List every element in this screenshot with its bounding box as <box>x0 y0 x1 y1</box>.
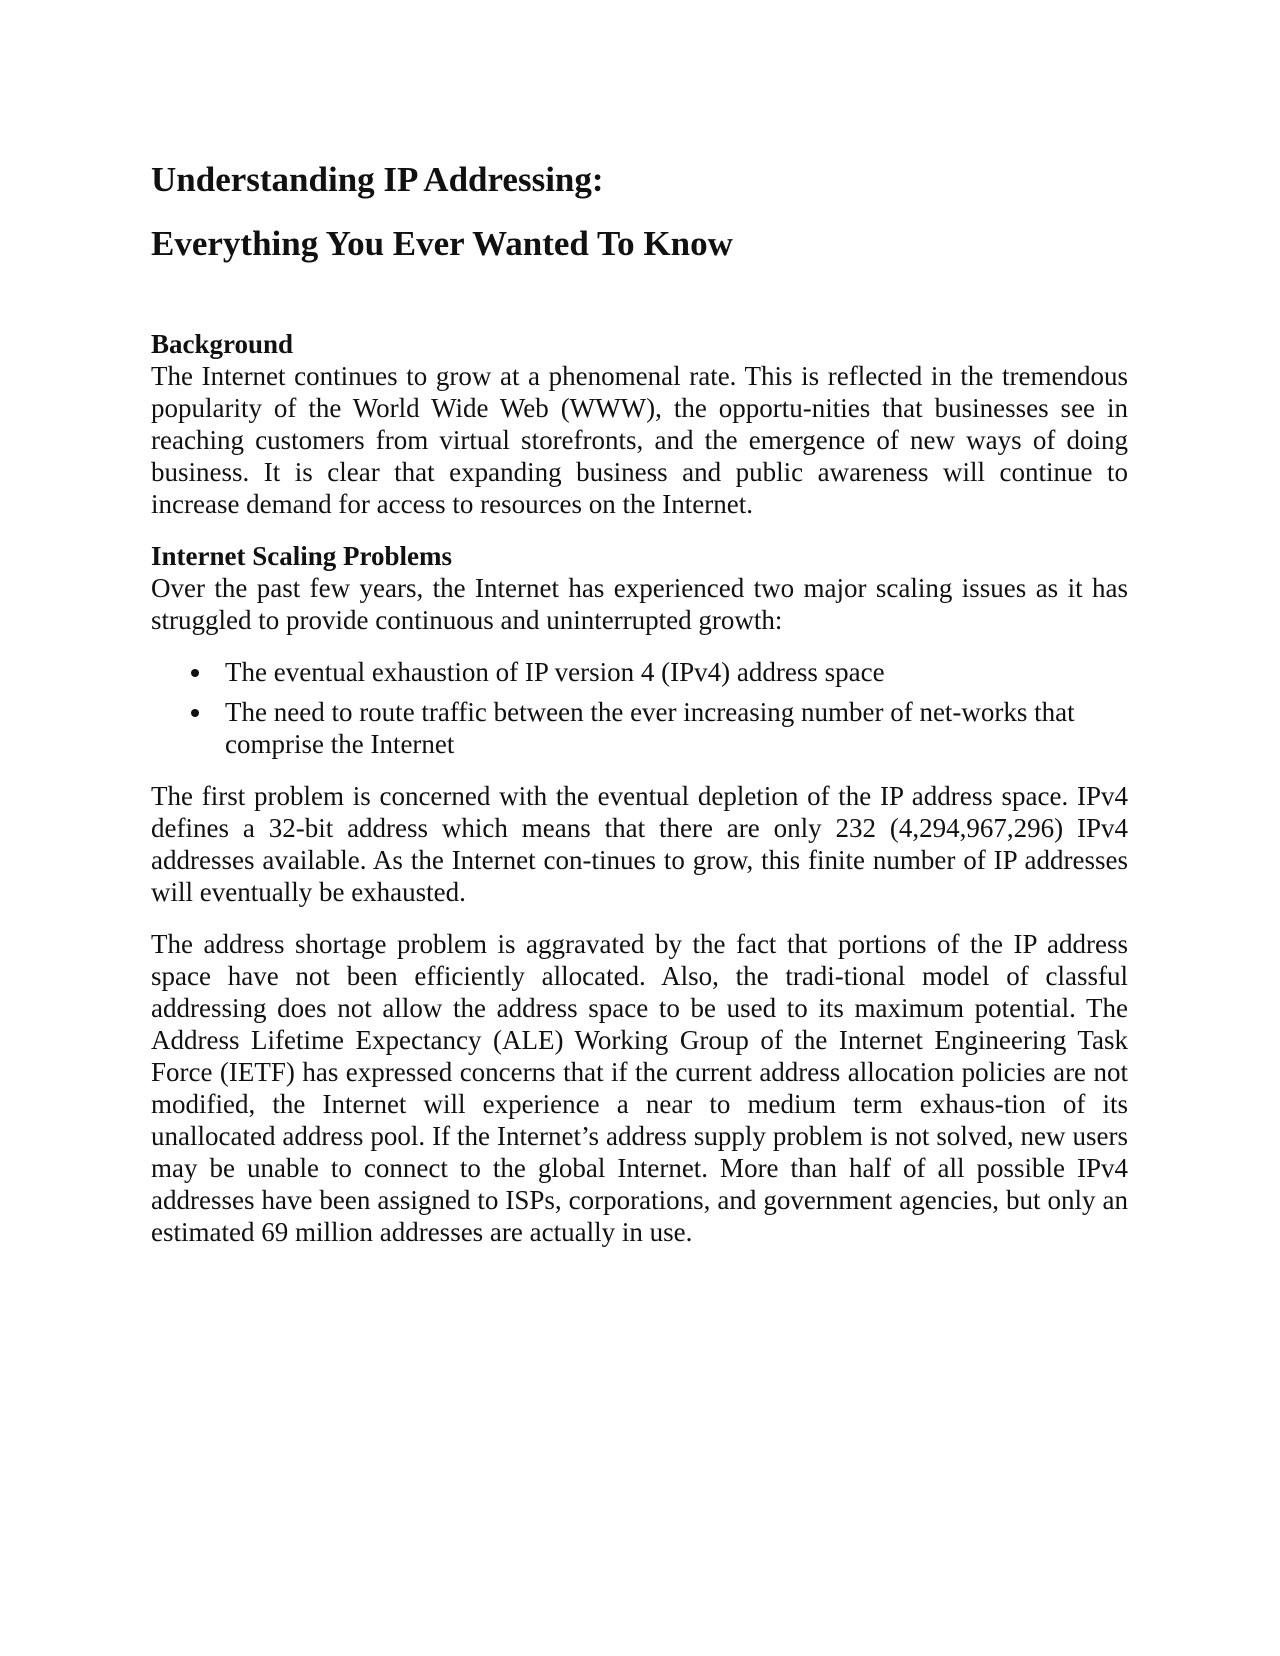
address-shortage-paragraph: The address shortage problem is aggravated by the fact that portions of the IP address space have not been efficiently allocated. Also, the tradi-tional model of classful addressing does not allow the address space to be used to its maximum potential. The Address Lifetime Expectancy (ALE) Working Group of the Internet Engineering Task Force (IETF) has expressed concerns that if the current address allocation policies are not modified, the Internet will experience a near to medium term exhaus-tion of its unallocated address pool. If the Internet’s address supply problem is not solved, new users may be unable to connect to the global Internet. More than half of all possible IPv4 addresses have been assigned to ISPs, corporations, and government agencies, but only an estimated 69 million addresses are actually in use. <box>151 929 1128 1247</box>
document-page <box>151 148 1128 1248</box>
list-item <box>151 656 1128 688</box>
title-line-2: Everything You Ever Wanted To Know <box>151 224 733 263</box>
list-item-text: The need to route traffic between the ever increasing number of net-works that comprise the Internet <box>225 697 1075 759</box>
title-line-1: Understanding IP Addressing: <box>151 160 604 199</box>
heading-internet-scaling-problems: Internet Scaling Problems <box>151 541 452 571</box>
document-title <box>151 148 1128 276</box>
first-problem-paragraph: The first problem is concerned with the eventual depletion of the IP address space. IPv4 defines a 32-bit address which means that there are only 232 (4,294,967,296) IPv4 addresses available. As the Internet con-tinues to grow, this finite number of IP addresses will eventually be exhausted. <box>151 781 1128 907</box>
scaling-issues-list <box>151 656 1128 760</box>
scaling-intro-paragraph: Over the past few years, the Internet has experienced two major scaling issues as it has struggled to provide continuous and uninterrupted growth: <box>151 573 1128 635</box>
list-item-text: The eventual exhaustion of IP version 4 (IPv4) address space <box>225 657 885 687</box>
bullet-icon <box>191 709 199 717</box>
bullet-icon <box>191 669 199 677</box>
list-item <box>151 696 1128 760</box>
background-paragraph: The Internet continues to grow at a phenomenal rate. This is reflected in the tremendous popularity of the World Wide Web (WWW), the opportu-nities that businesses see in reaching customers from virtual storefronts, and the emergence of new ways of doing business. It is clear that expanding business and public awareness will continue to increase demand for access to resources on the Internet. <box>151 361 1128 519</box>
heading-background: Background <box>151 329 294 359</box>
